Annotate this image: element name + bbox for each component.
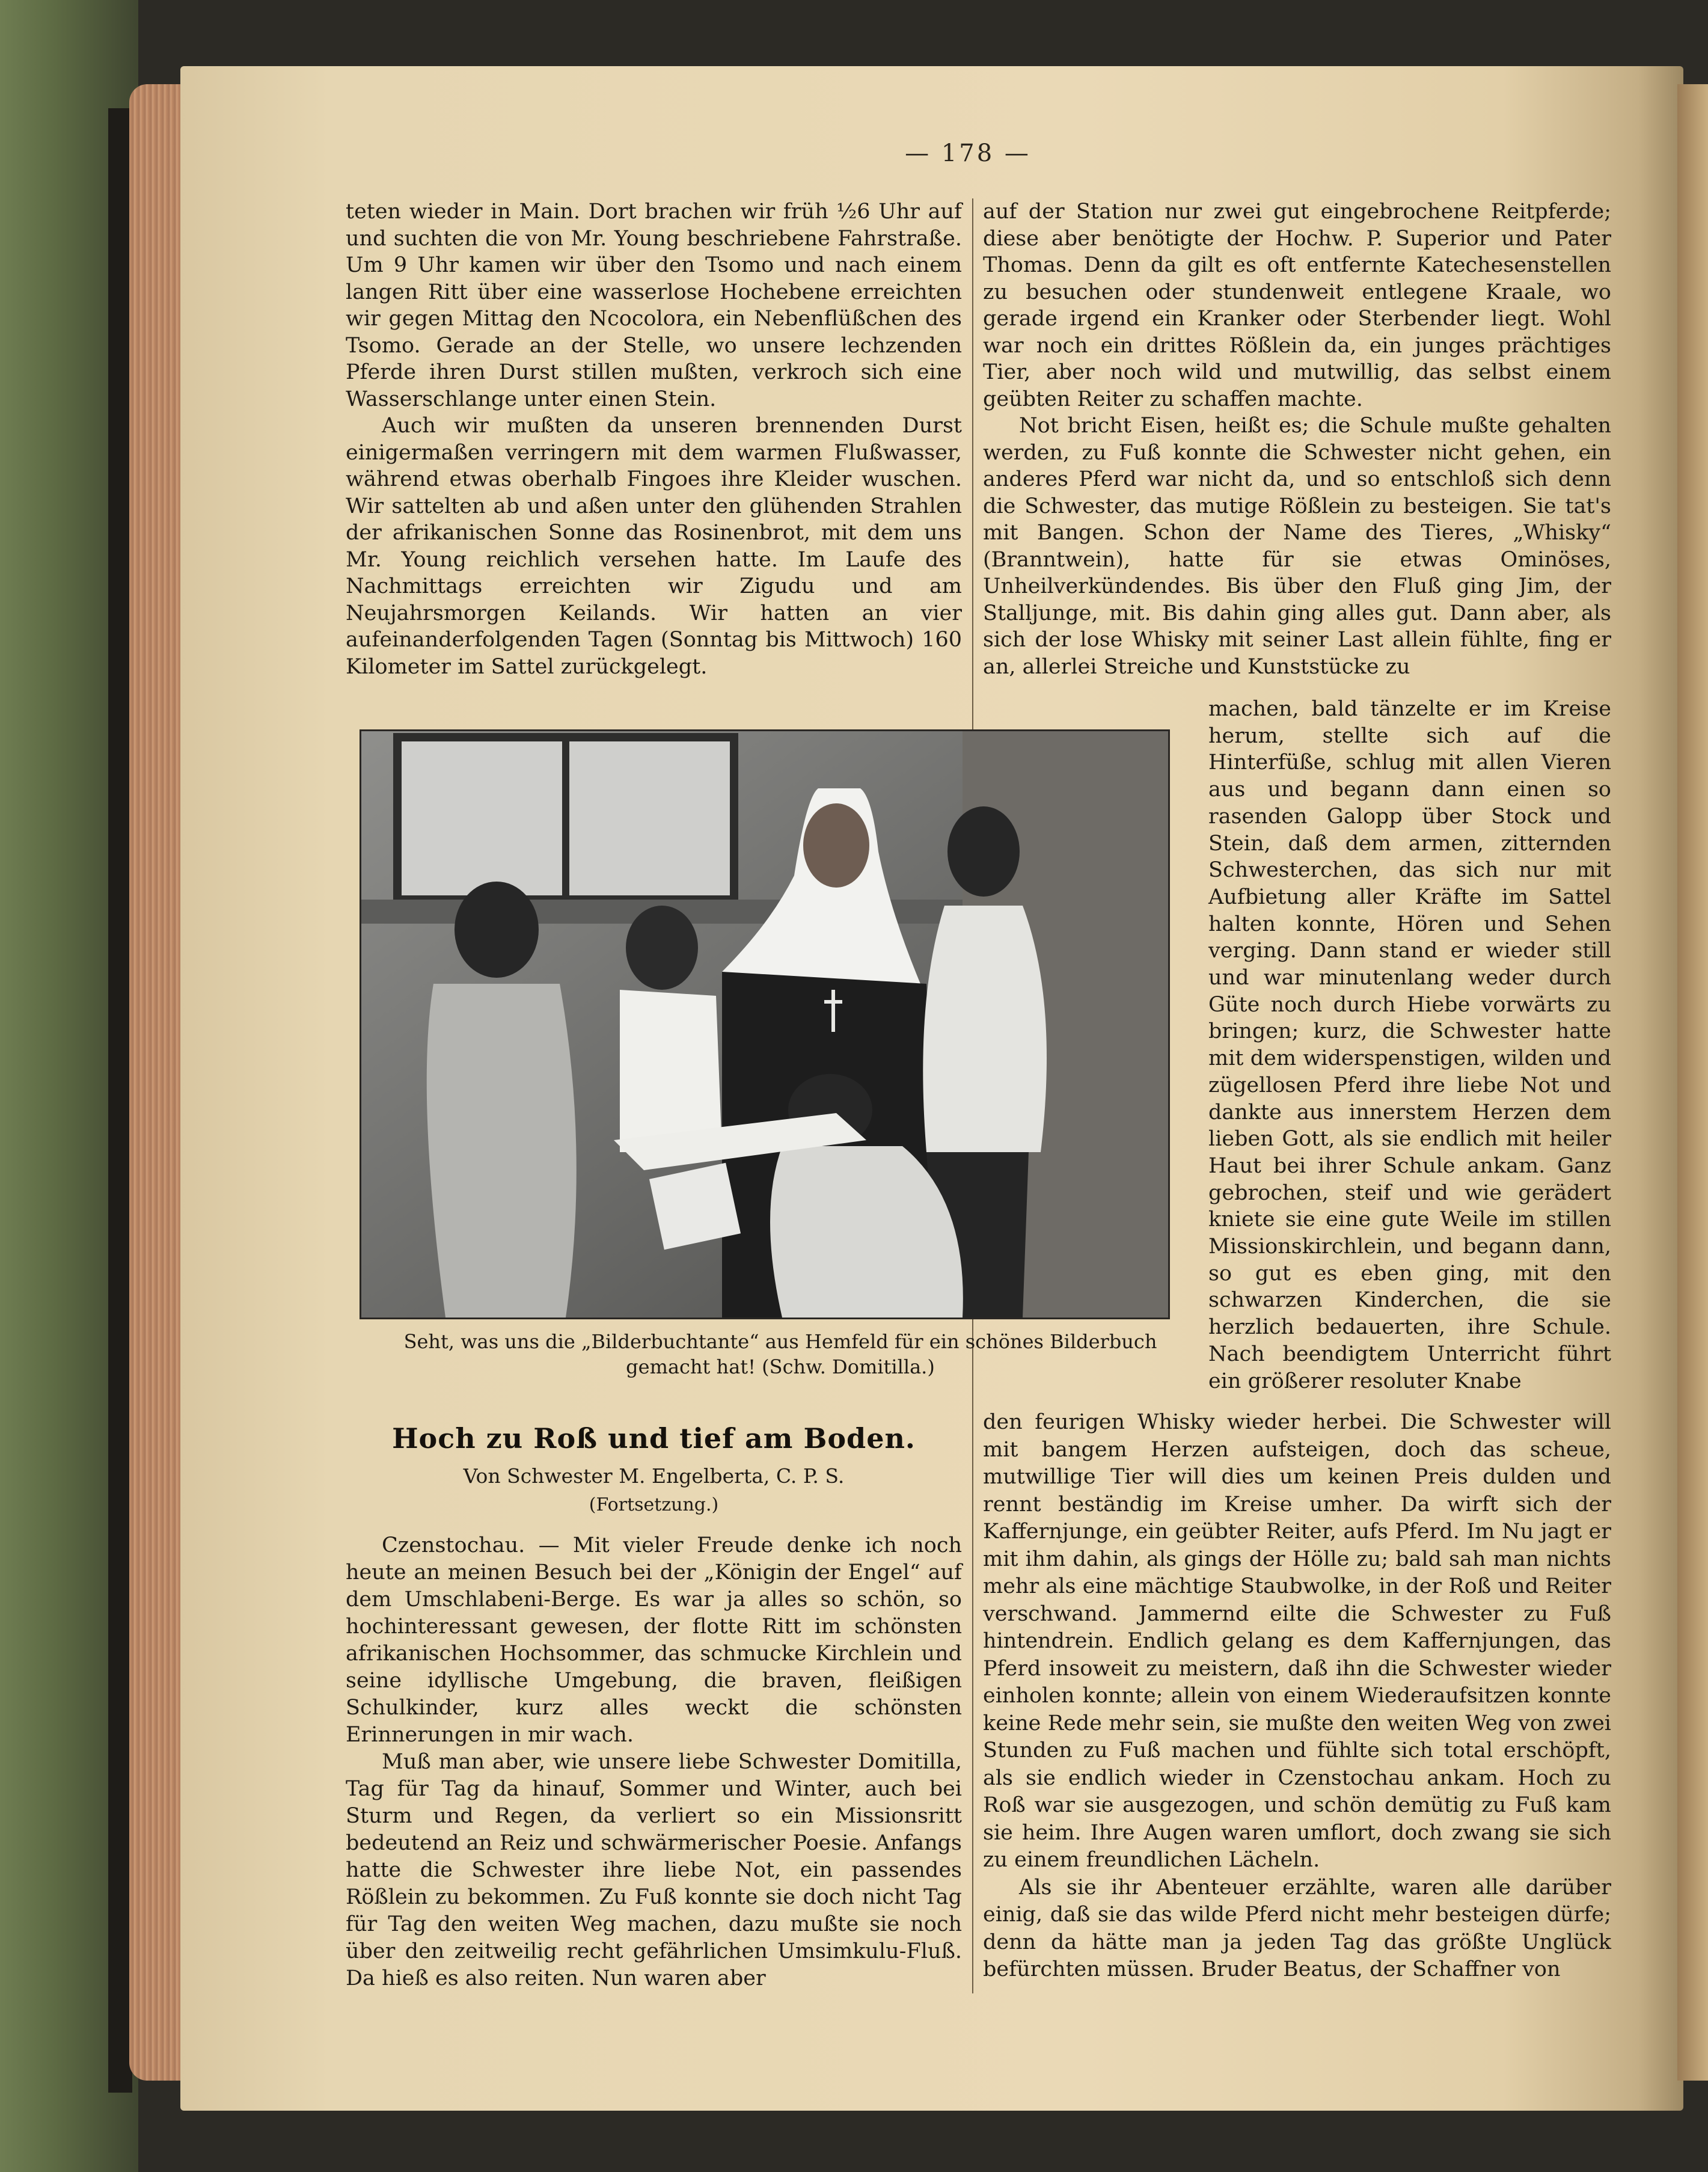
paragraph: Czenstochau. — Mit vieler Freude denke ich noch heute an meinen Besuch bei der „Königin der Engel“ auf dem Umschlabeni-Berge. Es war ja alles so schön, so hochinteressant gewesen, der flotte Ritt im schönsten afrikanischen Hochsommer, das schmucke Kirchlein und seine idyllische Umgebung, die braven, fleißigen Schulkinder, kurz alles weckt die schönsten Erinnerungen in mir wach. [346, 1533, 962, 1747]
paragraph: machen, bald tänzelte er im Kreise herum, stellte sich auf die Hinterfüße, schlug mit allen Vieren aus und begann dann einen so rasenden Galopp über Stock und Stein, daß dem armen, zitternden Schwesterchen, das sich nur mit Aufbietung aller Kräfte im Sattel halten konnte, Hören und Sehen verging. Dann stand er wieder still und war minutenlang weder durch Güte noch durch Hiebe vorwärts zu bringen; kurz, die Schwester hatte mit dem widerspenstigen, wilden und zügellosen Pferd ihre liebe Not und dankte aus innerstem Herzen dem lieben Gott, als sie endlich mit heiler Haut bei ihrer Schule ankam. Ganz gebrochen, steif und wie gerädert kniete sie eine gute Weile im stillen Missionskirchlein, und begann dann, so gut es eben ging, mit den schwarzen Kinderchen, die sie herzlich bedauerten, ihre Schule. Nach beendigtem Unterricht führt ein größerer resoluter Knabe [1208, 697, 1611, 1393]
paragraph: Not bricht Eisen, heißt es; die Schule mußte gehalten werden, zu Fuß konnte die Schwester nicht gehen, ein anderes Pferd war nicht da, und so entschloß sich denn die Schwester, das mutige Rößlein zu besteigen. Sie tat's mit Bangen. Schon der Name des Tieres, „Whisky“ (Branntwein), hatte für sie etwas Ominöses, Unheilverkündendes. Bis über den Fluß ging Jim, der Stalljunge, mit. Bis dahin ging alles gut. Dann aber, als sich der lose Whisky mit seiner Last allein fühlte, fing er an, allerlei Streiche und Kunststücke zu [983, 414, 1611, 679]
left-column-top [346, 198, 962, 680]
right-column-bottom [983, 1409, 1611, 1984]
article-byline: Von Schwester M. Engelberta, C. P. S. [463, 1464, 845, 1488]
right-column-top [983, 198, 1611, 680]
photo-nun-with-children [360, 729, 1170, 1319]
paragraph: Muß man aber, wie unsere liebe Schwester Domitilla, Tag für Tag da hinauf, Sommer und Winter, auch bei Sturm und Regen, da verliert so ein Missionsritt bedeutend an Reiz und schwärmerischer Poesie. Anfangs hatte die Schwester ihre liebe Not, ein passendes Rößlein zu bekommen. Zu Fuß konnte sie doch nicht Tag für Tag den weiten Weg machen, dazu mußte sie noch über den zeitweilig recht gefährlichen Umsimkulu-Fluß. Da hieß es also reiten. Nun waren aber [346, 1750, 962, 1990]
article-title: Hoch zu Roß und tief am Boden. [392, 1422, 916, 1455]
article-continued-note: (Fortsetzung.) [589, 1494, 719, 1515]
left-column-article [346, 1532, 962, 1992]
page-number: — 178 — [905, 140, 1031, 167]
paragraph: den feurigen Whisky wieder herbei. Die Schwester will mit bangem Herzen aufsteigen, doch das scheue, mutwillige Tier will dies um keinen Preis dulden und rennt beständig im Kreise umher. Da wirft sich der Kaffernjunge, ein geübter Reiter, aufs Pferd. Im Nu jagt er mit ihm dahin, als gings der Hölle zu; bald sah man nichts mehr als eine mächtige Staubwolke, in der Roß und Reiter verschwand. Jammernd eilte die Schwester zu Fuß hintendrein. Endlich gelang es dem Kaffernjungen, das Pferd insoweit zu meistern, daß ihn die Schwester wieder einholen konnte; allein von einem Wiederaufsitzen konnte keine Rede mehr sein, sie mußte den weiten Weg von zwei Stunden zu Fuß machen und fühlte sich total erschöpft, als sie endlich wieder in Czenstochau ankam. Hoch zu Roß war sie ausgezogen, und schön demütig zu Fuß kam sie heim. Ihre Augen waren umflort, doch zwang sie sich zu einem freundlichen Lächeln. [983, 1410, 1611, 1872]
book-spine-shadow [108, 108, 132, 2093]
paragraph: auf der Station nur zwei gut eingebrochene Reitpferde; diese aber benötigte der Hochw. P. Superior und Pater Thomas. Denn da gilt es oft entfernte Katechesenstellen zu besuchen oder stundenweit entlegene Kraale, wo gerade irgend ein Kranker oder Sterbender liegt. Wohl war noch ein drittes Rößlein da, ein junges prächtiges Tier, aber noch wild und mutwillig, das selbst einem geübten Reiter zu schaffen machte. [983, 200, 1611, 411]
right-column-beside-photo [1208, 696, 1611, 1394]
page-edges-right [1677, 84, 1708, 2081]
photo-caption: Seht, was uns die „Bilderbuchtante“ aus Hemfeld für ein schönes Bilderbuch gemacht hat! (Schw. Domitilla.) [403, 1330, 1157, 1378]
paragraph: teten wieder in Main. Dort brachen wir früh ½6 Uhr auf und suchten die von Mr. Young beschriebene Fahrstraße. Um 9 Uhr kamen wir über den Tsomo und nach einem langen Ritt über eine wasserlose Hochebene erreichten wir gegen Mittag den Ncocolora, ein Nebenflüßchen des Tsomo. Gerade an der Stelle, wo unsere lechzenden Pferde ihren Durst stillen mußten, verkroch sich eine Wasserschlange unter einen Stein. [346, 200, 962, 411]
paragraph: Auch wir mußten da unseren brennenden Durst einigermaßen verringern mit dem warmen Flußwasser, während etwas oberhalb Fingoes ihre Kleider wuschen. Wir sattelten ab und aßen unter den glühenden Strahlen der afrikanischen Sonne das Rosinenbrot, mit dem uns Mr. Young reichlich versehen hatte. Im Laufe des Nachmittags erreichten wir Zigudu und am Neujahrsmorgen Keilands. Wir hatten an vier aufeinanderfolgenden Tagen (Sonntag bis Mittwoch) 160 Kilometer im Sattel zurückgelegt. [346, 414, 962, 679]
photo-image [361, 731, 1168, 1318]
paragraph: Als sie ihr Abenteuer erzählte, waren alle darüber einig, daß sie das wilde Pferd nicht mehr besteigen dürfe; denn da hätte man ja jeden Tag das größte Unglück befürchten müssen. Bruder Beatus, der Schaffner von [983, 1875, 1611, 1981]
